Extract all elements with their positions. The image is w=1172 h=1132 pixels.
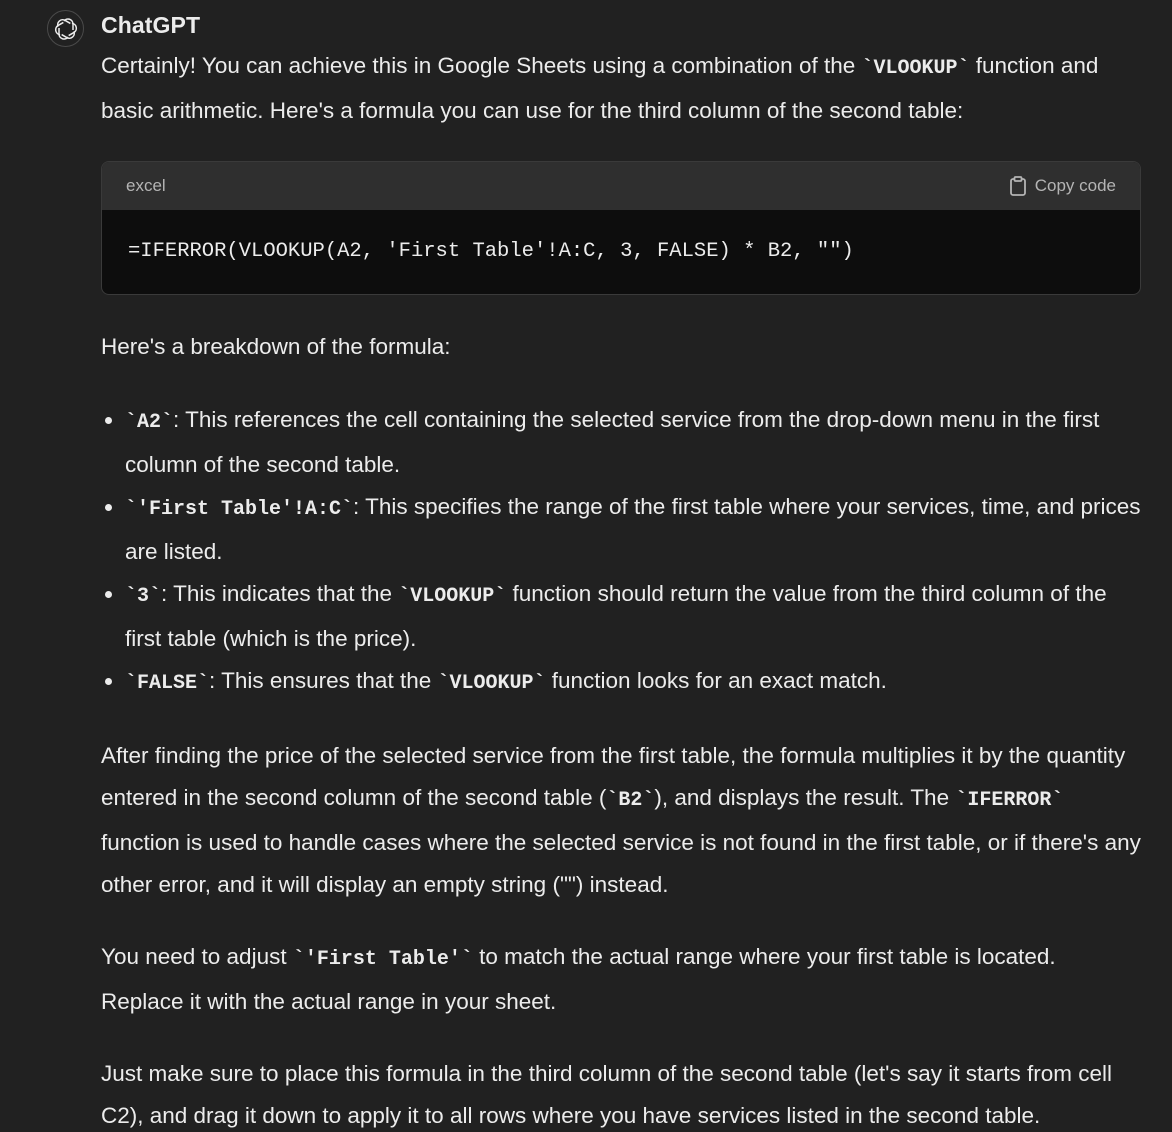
openai-logo-icon — [54, 17, 78, 41]
list-item: `A2`: This references the cell containing the selected service from the drop-down menu in the first column of the second table. — [125, 399, 1141, 486]
adjust-paragraph: You need to adjust `'First Table'` to match the actual range where your first table is located. Replace it with the actual range in your sheet. — [101, 944, 1056, 1014]
copy-code-button[interactable] — [1009, 162, 1116, 210]
inline-code: `IFERROR` — [955, 789, 1064, 812]
list-item: `3`: This indicates that the `VLOOKUP` function should return the value from the third column of the first table (which is the price). — [125, 573, 1141, 660]
code-block — [101, 161, 1141, 295]
final-paragraph: Just make sure to place this formula in the third column of the second table (let's say it starts from cell C2), and drag it down to apply it to all rows where you have services listed in the second table. — [101, 1061, 1112, 1128]
intro-paragraph: Certainly! You can achieve this in Google Sheets using a combination of the `VLOOKUP` function and basic arithmetic. Here's a formula you can use for the third column of the second table: — [101, 53, 1099, 123]
inline-code: `A2` — [125, 411, 174, 434]
explanation-paragraph: After finding the price of the selected service from the first table, the formula multiplies it by the quantity entered in the second column of the second table (`B2`), and displays the result. The `IFERROR` function is used to handle cases where the selected service is not found in the first table, or if there's any other error, and it will display an empty string ("") instead. — [101, 743, 1141, 897]
inline-code: `VLOOKUP` — [398, 585, 507, 608]
list-item: `FALSE`: This ensures that the `VLOOKUP` function looks for an exact match. — [125, 660, 1141, 705]
code-block-header — [102, 162, 1140, 210]
inline-code: `VLOOKUP` — [861, 57, 970, 80]
inline-code: `'First Table'!A:C` — [125, 498, 354, 521]
code-content: =IFERROR(VLOOKUP(A2, 'First Table'!A:C, 3, FALSE) * B2, "") — [128, 240, 854, 263]
breakdown-heading: Here's a breakdown of the formula: — [101, 334, 451, 359]
inline-code: `FALSE` — [125, 672, 210, 695]
inline-code: `'First Table'` — [292, 948, 473, 971]
copy-code-label: Copy code — [1034, 176, 1116, 195]
inline-code: `VLOOKUP` — [437, 672, 546, 695]
inline-code: `B2` — [606, 789, 655, 812]
inline-code: `3` — [125, 585, 162, 608]
code-language-label: excel — [126, 176, 166, 195]
clipboard-icon — [1009, 176, 1027, 196]
list-item: `'First Table'!A:C`: This specifies the range of the first table where your services, time, and prices are listed. — [125, 486, 1141, 573]
message-content — [101, 45, 1141, 1132]
avatar — [47, 10, 84, 47]
breakdown-list — [101, 399, 1141, 705]
message-author: ChatGPT — [101, 12, 201, 38]
